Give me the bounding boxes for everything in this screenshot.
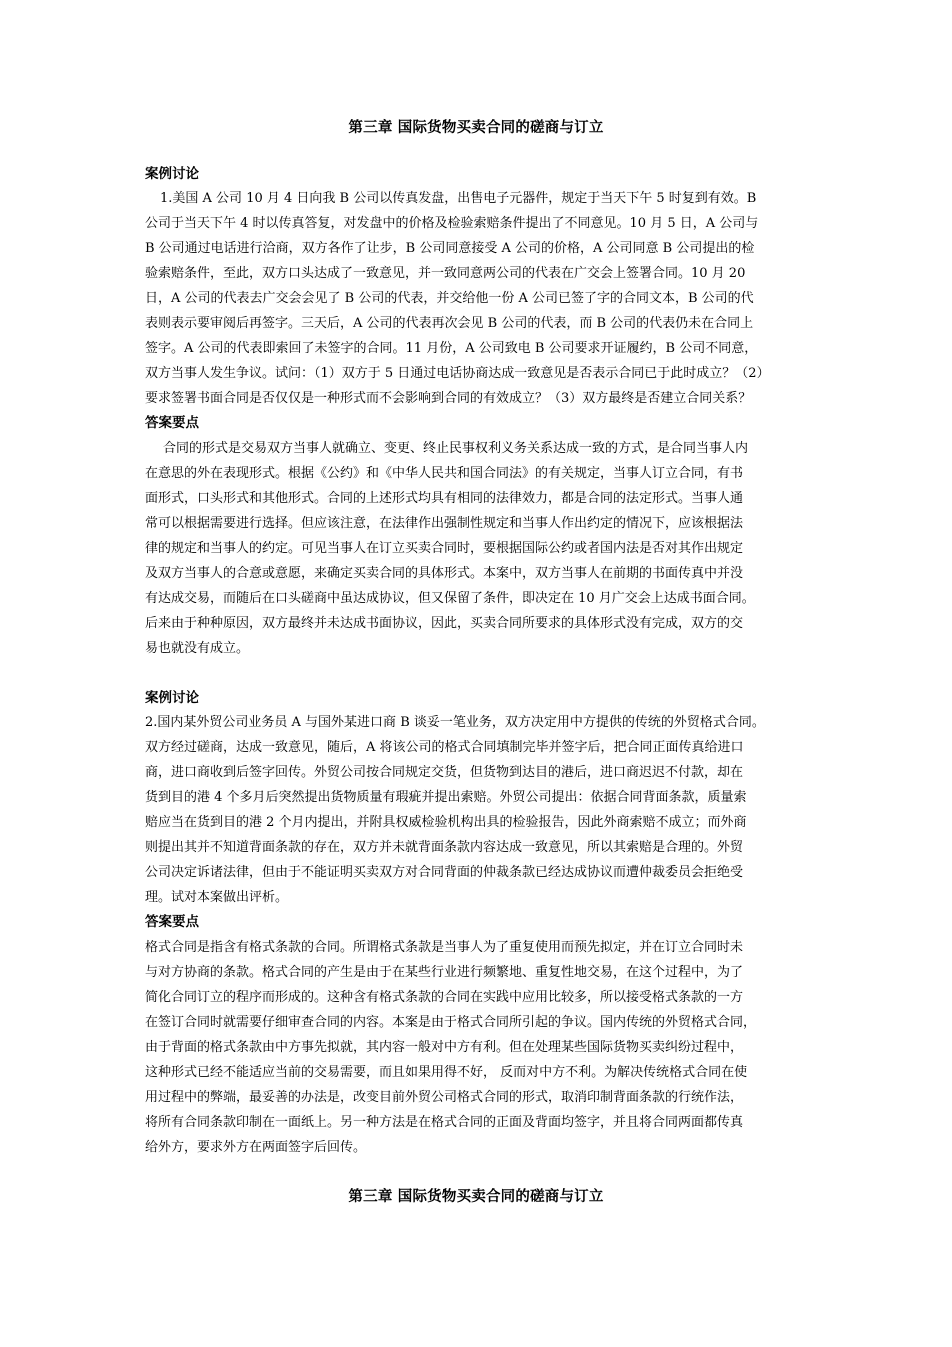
case2-line-2: 双方经过磋商，达成一致意见，随后，A 将该公司的格式合同填制完毕并签字后，把合同正面传真给进口 [145, 740, 744, 755]
case1-answer-line-5: 律的规定和当事人的约定。可见当事人在订立买卖合同时，要根据国际公约或者国内法是否对其作出规定 [145, 541, 744, 556]
case2-answer-line-4: 在签订合同时就需要仔细审查合同的内容。本案是由于格式合同所引起的争议。国内传统的外贸格式合同， [145, 1015, 757, 1030]
case2-answer-line-6: 这种形式已经不能适应当前的交易需要，而且如果用得不好， 反而对中方不利。为解决传统格式合同在使 [145, 1065, 748, 1080]
case2-line-3: 商，进口商收到后签字回传。外贸公司按合同规定交货，但货物到达目的港后，进口商迟迟不付款，却在 [145, 765, 744, 780]
case2-line-7: 公司决定诉诸法律，但由于不能证明买卖双方对合同背面的仲裁条款已经达成协议而遭仲裁委员会拒绝受 [145, 865, 744, 880]
case2-answer-line-8: 将所有合同条款印制在一面纸上。另一种方法是在格式合同的正面及背面均签字，并且将合同两面都传真 [145, 1115, 744, 1130]
case1-answer-line-8: 后来由于种种原因，双方最终并未达成书面协议，因此，买卖合同所要求的具体形式没有完成，双方的交 [145, 616, 744, 631]
case1-line-8: 双方当事人发生争议。试问：（1）双方于 5 日通过电话协商达成一致意见是否表示合同已于此时成立？（2） [145, 366, 770, 381]
case1-answer-line-3: 面形式，口头形式和其他形式。合同的上述形式均具有相同的法律效力，都是合同的法定形式。当事人通 [145, 491, 744, 506]
case2-line-4: 货到目的港 4 个多月后突然提出货物质量有瑕疵并提出索赔。外贸公司提出：依据合同背面条款，质量索 [145, 790, 747, 805]
case2-answer-line-5: 由于背面的格式条款由中方事先拟就，其内容一般对中方有利。但在处理某些国际货物买卖纠纷过程中， [145, 1040, 744, 1055]
case1-answer-line-7: 有达成交易，而随后在口头磋商中虽达成协议，但又保留了条件，即决定在 10 月广交会上达成书面合同。 [145, 591, 755, 606]
footer-chapter-title: 第三章 国际货物买卖合同的磋商与订立 [348, 1189, 604, 1205]
case2-answer-line-2: 与对方协商的条款。格式合同的产生是由于在某些行业进行频繁地、重复性地交易，在这个过程中，为了 [145, 965, 744, 980]
case1-answer-line-6: 及双方当事人的合意或意愿，来确定买卖合同的具体形式。本案中，双方当事人在前期的书面传真中并没 [145, 566, 744, 581]
case2-heading: 案例讨论 [145, 690, 199, 706]
case2-answer-line-3: 简化合同订立的程序而形成的。这种含有格式条款的合同在实践中应用比较多，所以接受格式条款的一方 [145, 990, 744, 1005]
case1-line-9: 要求签署书面合同是否仅仅是一种形式而不会影响到合同的有效成立？（3）双方最终是否建立合同关系？ [145, 391, 752, 406]
case1-line-5: 日，A 公司的代表去广交会会见了 B 公司的代表，并交给他一份 A 公司已签了字的合同文本，B 公司的代 [145, 291, 754, 306]
case2-line-1: 2.国内某外贸公司业务员 A 与国外某进口商 B 谈妥一笔业务，双方决定用中方提供的传统的外贸格式合同。 [145, 715, 765, 730]
case1-answer-line-9: 易也就没有成立。 [145, 641, 250, 656]
case1-line-1: 1.美国 A 公司 10 月 4 日向我 B 公司以传真发盘，出售电子元器件，规定于当天下午 5 时复到有效。B [160, 191, 757, 206]
case1-answer-line-1: 合同的形式是交易双方当事人就确立、变更、终止民事权利义务关系达成一致的方式，是合同当事人内 [163, 441, 749, 456]
case1-answer-heading: 答案要点 [145, 415, 199, 431]
case1-answer-line-4: 常可以根据需要进行选择。但应该注意，在法律作出强制性规定和当事人作出约定的情况下，应该根据法 [145, 516, 744, 531]
case2-line-8: 理。试对本案做出评析。 [145, 890, 289, 905]
case1-line-2: 公司于当天下午 4 时以传真答复，对发盘中的价格及检验索赔条件提出了不同意见。10 月 5 日，A 公司与 [145, 216, 759, 231]
case1-line-4: 验索赔条件，至此，双方口头达成了一致意见，并一致同意两公司的代表在广交会上签署合同。10 月 20 [145, 266, 746, 281]
chapter-title: 第三章 国际货物买卖合同的磋商与订立 [348, 120, 604, 136]
case2-answer-line-7: 用过程中的弊端，最妥善的办法是，改变目前外贸公司格式合同的形式，取消印制背面条款的行统作法， [145, 1090, 744, 1105]
case1-line-6: 表则表示要审阅后再签字。三天后，A 公司的代表再次会见 B 公司的代表，而 B 公司的代表仍未在合同上 [145, 316, 754, 331]
case1-line-3: B 公司通过电话进行洽商，双方各作了让步，B 公司同意接受 A 公司的价格，A 公司同意 B 公司提出的检 [145, 241, 755, 256]
case1-heading: 案例讨论 [145, 166, 199, 182]
case1-line-7: 签字。A 公司的代表即索回了未签字的合同。11 月份，A 公司致电 B 公司要求开证履约，B 公司不同意， [145, 341, 758, 356]
case2-line-5: 赔应当在货到目的港 2 个月内提出，并附具权威检验机构出具的检验报告，因此外商索赔不成立；而外商 [145, 815, 747, 830]
case2-answer-line-9: 给外方，要求外方在两面签字后回传。 [145, 1140, 367, 1155]
case2-answer-heading: 答案要点 [145, 914, 199, 930]
case2-line-6: 则提出其并不知道背面条款的存在，双方并未就背面条款内容达成一致意见，所以其索赔是合理的。外贸 [145, 840, 744, 855]
case1-answer-line-2: 在意思的外在表现形式。根据《公约》和《中华人民共和国合同法》的有关规定，当事人订立合同，有书 [145, 466, 744, 481]
case2-answer-line-1: 格式合同是指含有格式条款的合同。所谓格式条款是当事人为了重复使用而预先拟定，并在订立合同时未 [145, 940, 744, 955]
